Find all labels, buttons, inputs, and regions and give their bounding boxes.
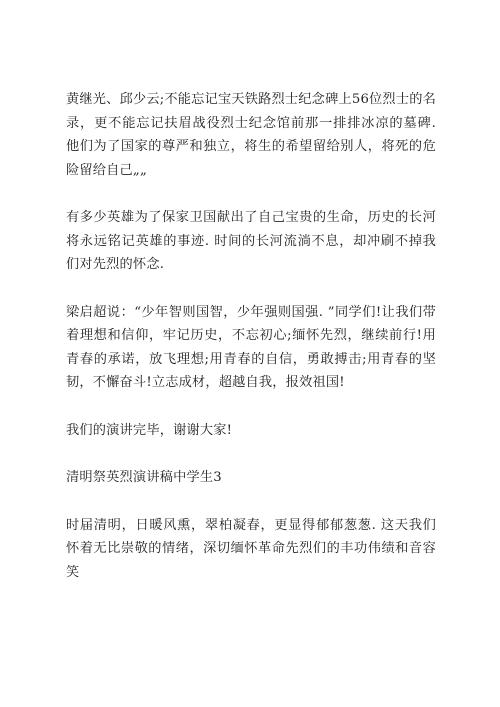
paragraph-spacer <box>66 277 436 301</box>
paragraph-closing-thanks: 我们的演讲完毕，谢谢大家! <box>66 422 233 438</box>
paragraph-spacer <box>66 490 436 514</box>
paragraph-spacer <box>66 182 436 206</box>
paragraph-spacer <box>66 442 436 466</box>
paragraph-qingming-opening: 时届清明，日暖风熏，翠柏凝春，更显得郁郁葱葱. 这天我们怀着无比崇敬的情绪，深切缅怀革命先烈们的丰功伟绩和音容笑 <box>66 517 436 580</box>
section-heading: 清明祭英烈演讲稿中学生3 <box>66 470 222 485</box>
paragraph-spacer <box>66 395 436 419</box>
paragraph-liang-qichao-quote: 梁启超说：“少年智则国智，少年强则国强. ”同学们!让我们带着理想和信仰，牢记历史，不忘初心;缅怀先烈，继续前行!用青春的承诺，放飞理想;用青春的自信，勇敢搏击;用青春的坚韧，不懈奋斗!立志成材，超越自我，报效祖国! <box>66 304 436 390</box>
document-body <box>66 88 436 584</box>
paragraph-martyrs-memorial: 黄继光、邱少云;不能忘记宝天铁路烈士纪念碑上56位烈士的名录，更不能忘记扶眉战役烈士纪念馆前那一排排冰凉的墓碑. 他们为了国家的尊严和独立，将生的希望留给别人，将死的危险留给自己„„ <box>66 92 436 178</box>
paragraph-heroes-history: 有多少英雄为了保家卫国献出了自己宝贵的生命，历史的长河将永远铭记英雄的事迹. 时间的长河流淌不息，却冲刷不掉我们对先烈的怀念. <box>66 210 436 272</box>
